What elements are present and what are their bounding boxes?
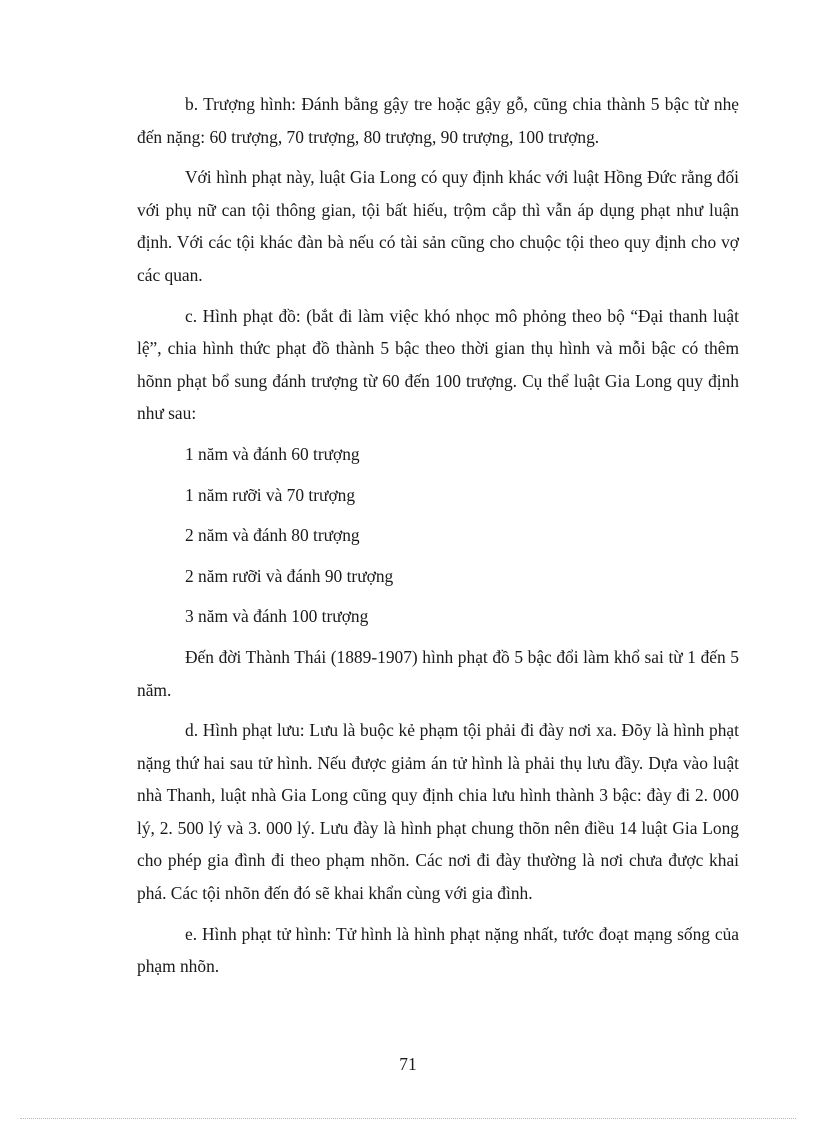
list-item: 1 năm rưỡi và 70 trượng [185, 484, 356, 505]
page-body [137, 88, 739, 991]
paragraph-gia-long-note: Với hình phạt này, luật Gia Long có quy định khác với luật Hồng Đức rằng đối với phụ nữ can tội thông gian, tội bất hiếu, trộm cắp thì vẫn áp dụng phạt như luận định. Với các tội khác đàn bà nếu có tài sản cũng cho chuộc tội theo quy định cho vợ các quan. [137, 167, 739, 285]
paragraph-truong-hinh: b. Trượng hình: Đánh bằng gậy tre hoặc gậy gỗ, cũng chia thành 5 bậc từ nhẹ đến nặng: 60 trượng, 70 trượng, 80 trượng, 90 trượng, 100 trượng. [137, 94, 739, 147]
paragraph-thanh-thai: Đến đời Thành Thái (1889-1907) hình phạt đồ 5 bậc đổi làm khổ sai từ 1 đến 5 năm. [137, 646, 739, 700]
paragraph-tu-hinh: e. Hình phạt tử hình: Tử hình là hình phạt nặng nhất, tước đoạt mạng sống của phạm nhõn. [137, 923, 739, 977]
paragraph-luu-hinh: d. Hình phạt lưu: Lưu là buộc kẻ phạm tội phải đi đày nơi xa. Đõy là hình phạt nặng thứ hai sau tử hình. Nếu được giảm án tử hình là phải thụ lưu đầy. Dựa vào luật nhà Thanh, luật nhà Gia Long cũng quy định chia lưu hình thành 3 bậc: đày đi 2. 000 lý, 2. 500 lý và 3. 000 lý. Lưu đày là hình phạt chung thõn nên điều 14 luật Gia Long cho phép gia đình đi theo phạm nhõn. Các nơi đi đày thường là nơi chưa được khai phá. Các tội nhõn đến đó sẽ khai khẩn cùng với gia đình. [137, 720, 739, 904]
page-number: 71 [399, 1054, 417, 1074]
list-item: 1 năm và đánh 60 trượng [185, 443, 360, 464]
list-item: 2 năm và đánh 80 trượng [185, 525, 360, 546]
paragraph-do-hinh: c. Hình phạt đồ: (bắt đi làm việc khó nhọc mô phỏng theo bộ “Đại thanh luật lệ”, chia hình thức phạt đồ thành 5 bậc theo thời gian thụ hình và mỗi bậc có thêm hõnn phạt bổ sung đánh trượng từ 60 đến 100 trượng. Cụ thể luật Gia Long quy định như sau: [137, 305, 739, 424]
page-bottom-divider [20, 1118, 796, 1119]
list-item: 2 năm rưỡi và đánh 90 trượng [185, 565, 394, 586]
list-item: 3 năm và đánh 100 trượng [185, 606, 369, 627]
